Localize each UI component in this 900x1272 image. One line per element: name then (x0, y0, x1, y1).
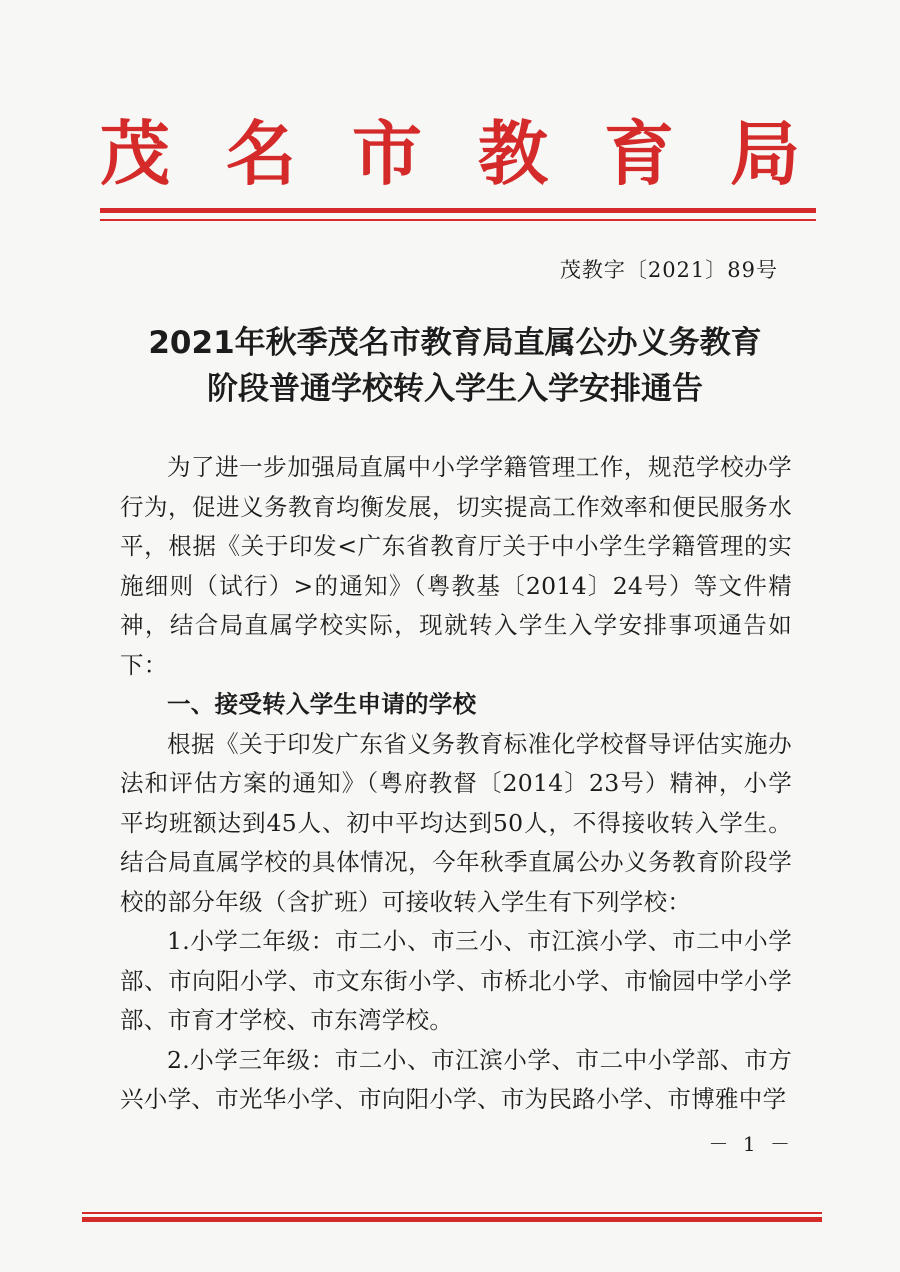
list-item-grade-3: 2.小学三年级：市二小、市江滨小学、市二中小学部、市方兴小学、市光华小学、市向阳小学、市为民路小学、市博雅中学 (120, 1045, 792, 1113)
letterhead-char: 市 (352, 112, 422, 195)
page-number: － 1 － (708, 1132, 794, 1156)
letterhead-char: 局 (730, 112, 800, 195)
footer-rule-thick (82, 1217, 822, 1222)
intro-paragraph: 为了进一步加强局直属中小学学籍管理工作，规范学校办学行为，促进义务教育均衡发展，切实提高工作效率和便民服务水平，根据《关于印发<广东省教育厅关于中小学生学籍管理的实施细则（试行）>的通知》（粤教基〔2014〕24号）等文件精神，结合局直属学校实际，现就转入学生入学安排事项通告如下： (120, 453, 792, 679)
letterhead-char: 育 (604, 112, 674, 195)
section-paragraph: 根据《关于印发广东省义务教育标准化学校督导评估实施办法和评估方案的通知》（粤府教督〔2014〕23号）精神，小学平均班额达到45人、初中平均达到50人，不得接收转入学生。结合局直属学校的具体情况，今年秋季直属公办义务教育阶段学校的部分年级（含扩班）可接收转入学生有下列学校： (120, 729, 792, 916)
list-item-grade-2: 1.小学二年级：市二小、市三小、市江滨小学、市二中小学部、市向阳小学、市文东街小学、市桥北小学、市愉园中学小学部、市育才学校、市东湾学校。 (120, 927, 792, 1034)
section-heading: 一、接受转入学生申请的学校 (167, 690, 477, 718)
letterhead-char: 茂 (100, 112, 170, 195)
footer-rule-thin (82, 1212, 822, 1214)
document-number: 茂教字〔2021〕89号 (559, 258, 778, 282)
letterhead-rule-thick (100, 208, 816, 213)
title-line-1: 2021年秋季茂名市教育局直属公办义务教育 (148, 325, 762, 361)
letterhead-char: 名 (226, 112, 296, 195)
document-title (80, 320, 830, 412)
letterhead (100, 112, 800, 196)
letterhead-rule-thin (100, 219, 816, 221)
title-line-2: 阶段普通学校转入学生入学安排通告 (207, 371, 703, 407)
letterhead-char: 教 (478, 112, 548, 195)
document-body (120, 448, 792, 1120)
